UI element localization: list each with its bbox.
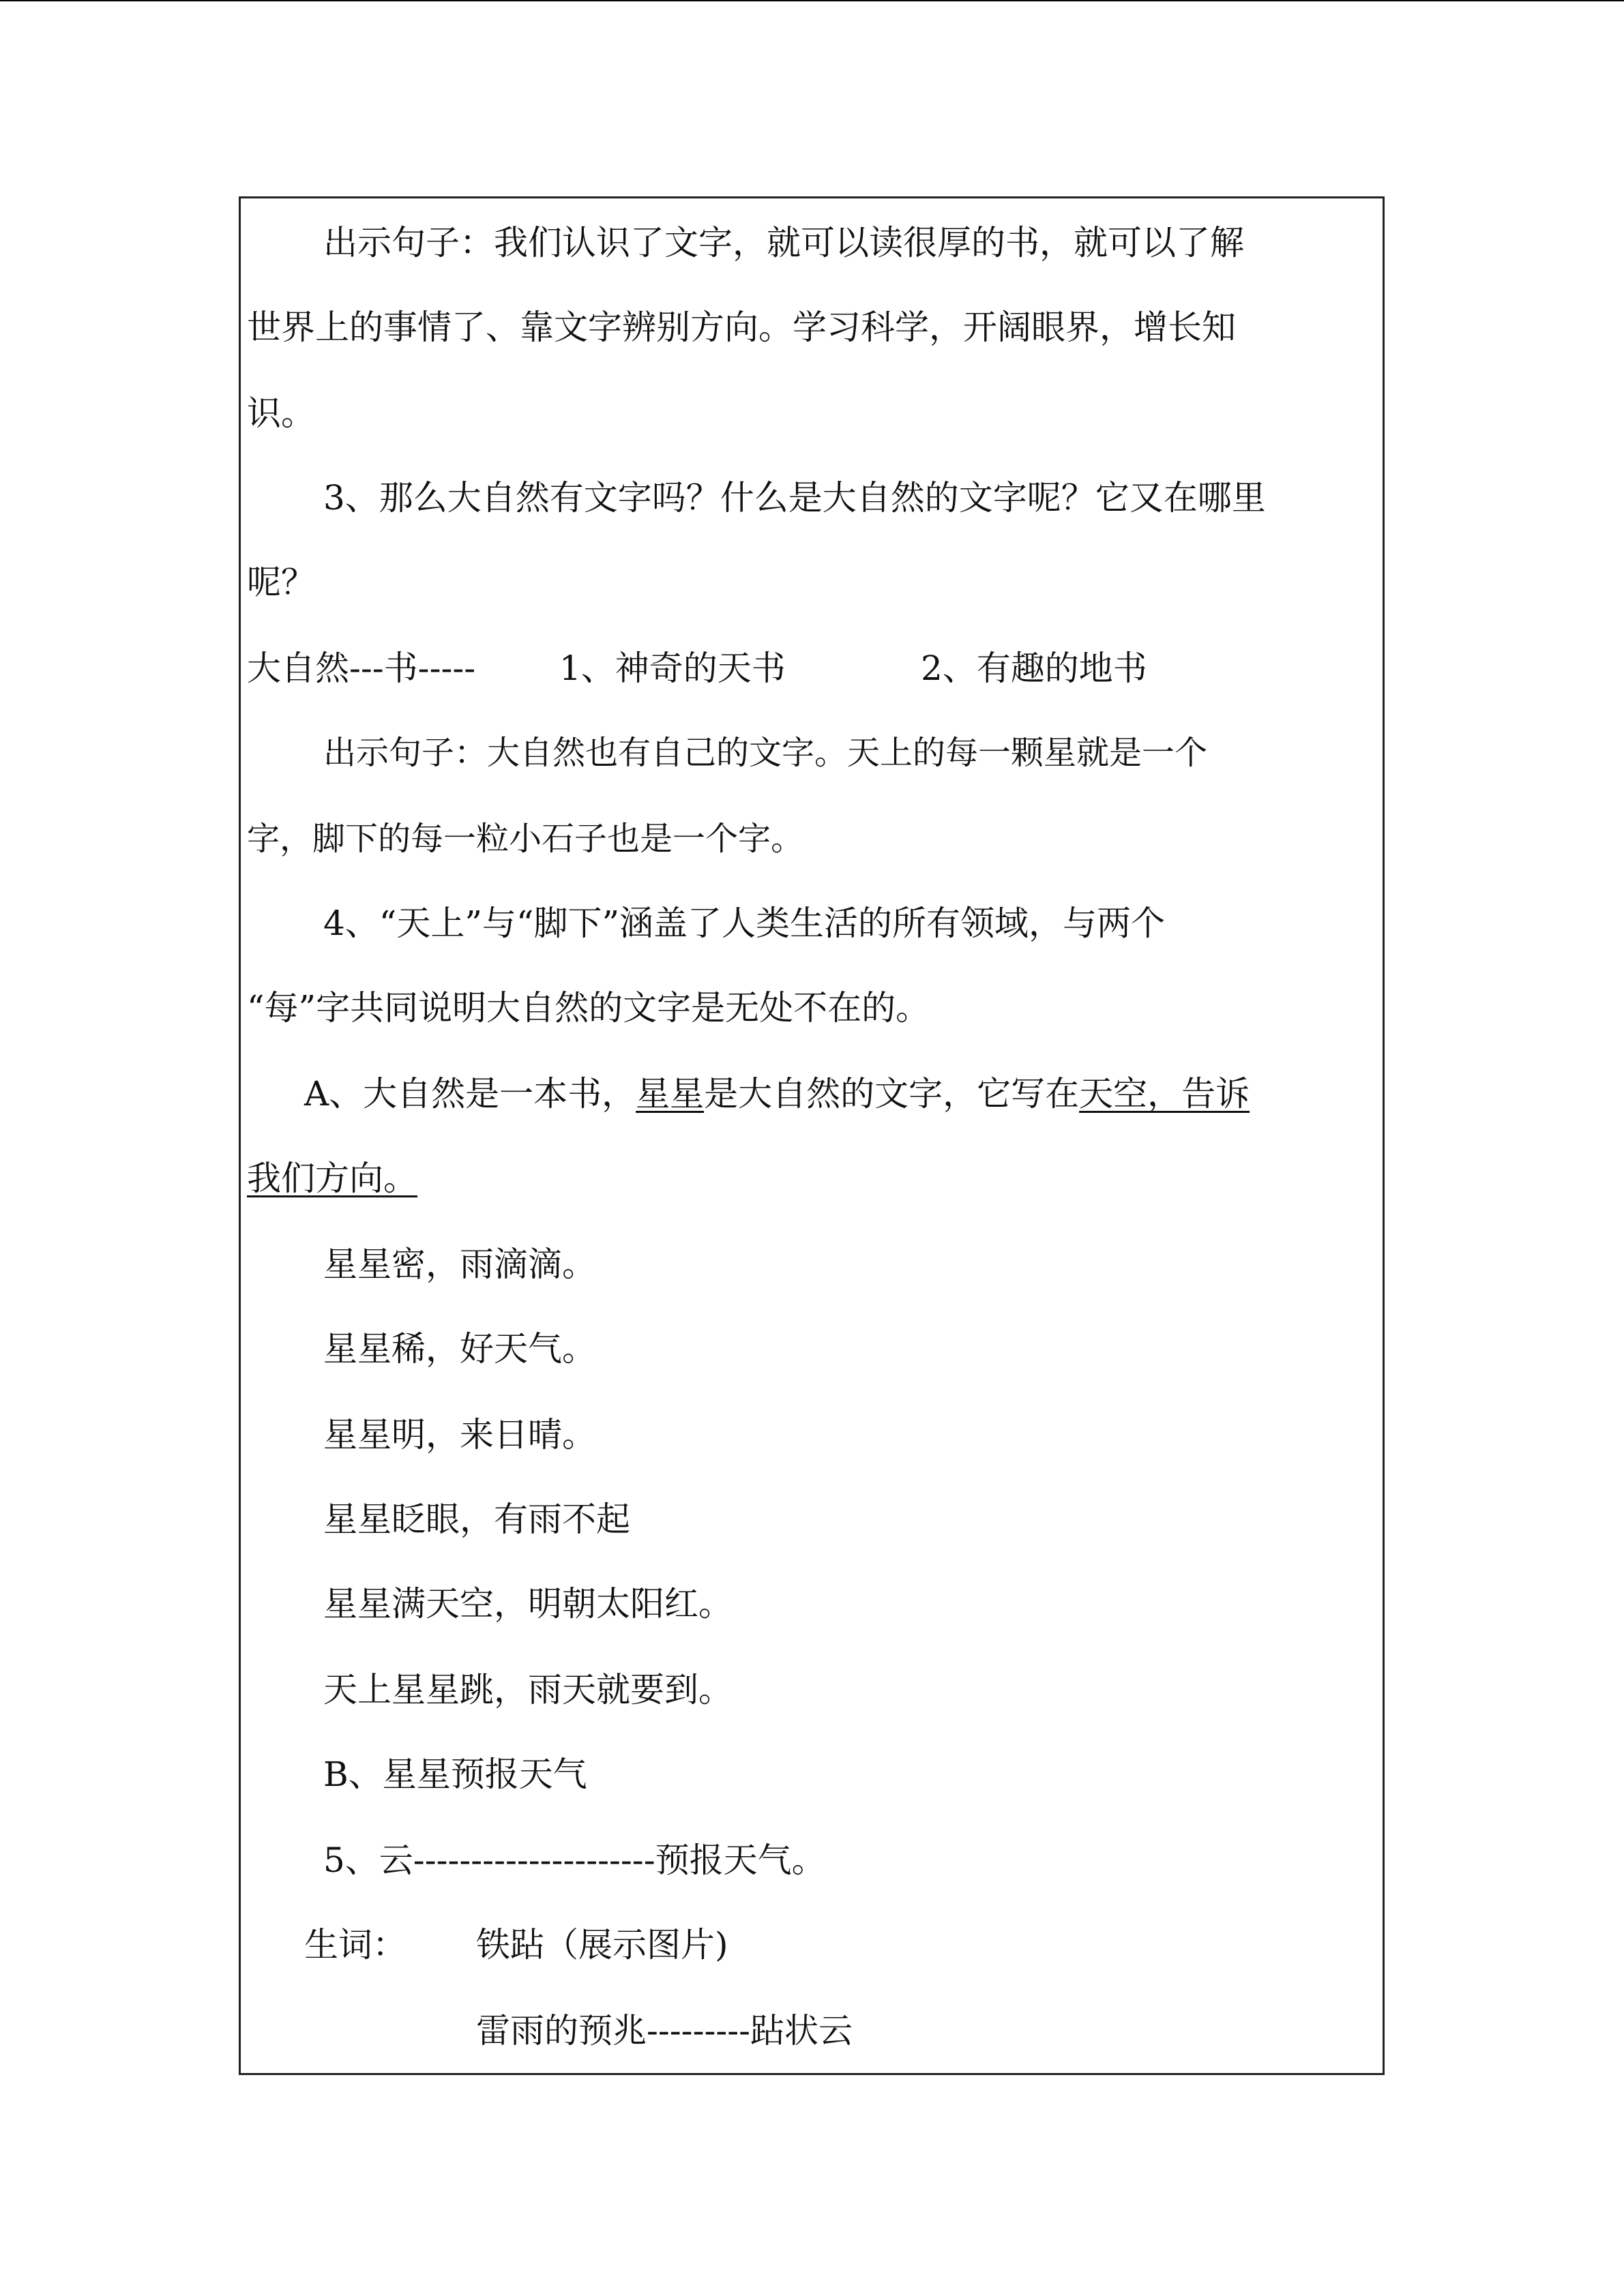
proverb-line: 天上星星跳，雨天就要到。 bbox=[323, 1670, 733, 1710]
paragraph-line: 呢？ bbox=[247, 563, 315, 602]
text-segment: 是大自然的文字，它写在 bbox=[704, 1074, 1080, 1114]
outline-main: 大自然---书----- bbox=[247, 648, 476, 688]
proverb-line: 星星密，雨滴滴。 bbox=[323, 1244, 596, 1284]
underlined-text: 我们方向。 bbox=[247, 1159, 417, 1198]
paragraph-line: 出示句子：我们认识了文字，就可以读很厚的书，就可以了解 bbox=[323, 223, 1244, 263]
vocab-label: 生词： bbox=[304, 1925, 407, 1965]
text-segment: A、大自然是一本书， bbox=[304, 1074, 636, 1114]
paragraph-line: 世界上的事情了、靠文字辨别方向。学习科学，开阔眼界，增长知 bbox=[247, 308, 1236, 347]
paragraph-line: 3、那么大自然有文字吗？什么是大自然的文字呢？它又在哪里 bbox=[323, 478, 1266, 518]
paragraph-line bbox=[304, 1072, 1250, 1116]
section-heading: 5、云---------------------预报天气。 bbox=[323, 1840, 826, 1880]
underlined-text: 天空，告诉 bbox=[1079, 1074, 1250, 1114]
vocab-item: 铁跕（展示图片) bbox=[476, 1925, 728, 1965]
proverb-line: 星星稀，好天气。 bbox=[323, 1329, 596, 1369]
vocab-item: 雷雨的预兆---------跕状云 bbox=[476, 2011, 853, 2051]
paragraph-line: 识。 bbox=[247, 393, 315, 433]
underlined-text: 星星 bbox=[636, 1074, 705, 1114]
proverb-line: 星星满天空，明朝太阳红。 bbox=[323, 1584, 733, 1624]
paragraph-line: 出示句子：大自然也有自己的文字。天上的每一颗星就是一个 bbox=[323, 734, 1208, 772]
paragraph-line: “每”字共同说明大自然的文字是无处不在的。 bbox=[247, 988, 930, 1028]
proverb-line: 星星眨眼，有雨不起 bbox=[323, 1500, 630, 1539]
section-heading: B、星星预报天气 bbox=[323, 1755, 587, 1794]
outline-item: 2、有趣的地书 bbox=[921, 648, 1147, 688]
page-top-border bbox=[0, 0, 1624, 1]
paragraph-line: 字，脚下的每一粒小石子也是一个字。 bbox=[247, 820, 804, 858]
outline-item: 1、神奇的天书 bbox=[559, 648, 786, 688]
paragraph-line: 4、“天上”与“脚下”涵盖了人类生活的所有领域，与两个 bbox=[323, 904, 1166, 943]
proverb-line: 星星明，来日晴。 bbox=[323, 1415, 596, 1455]
